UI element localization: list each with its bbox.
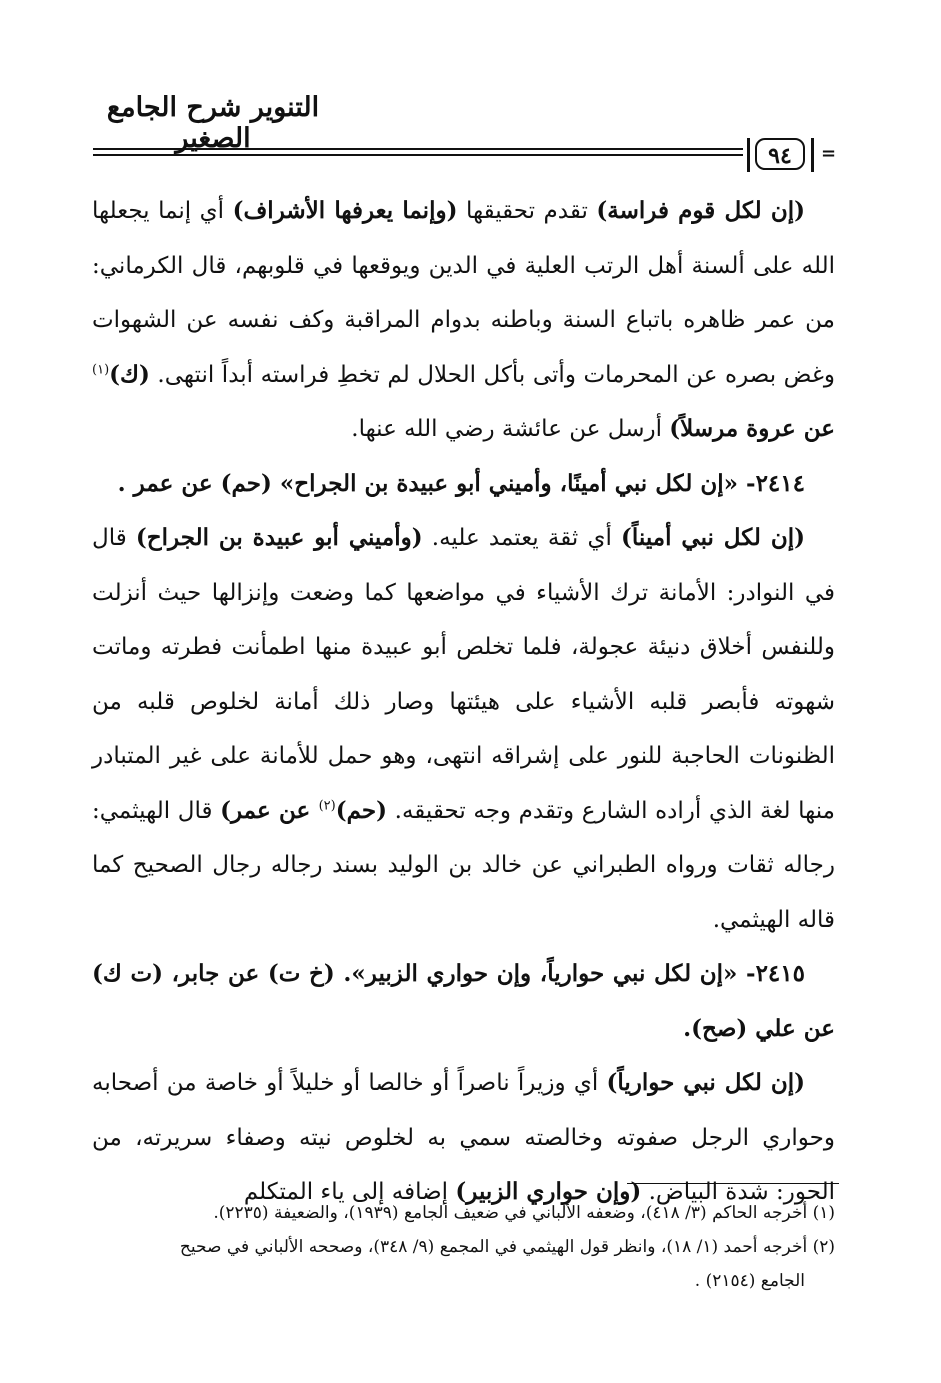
footnote-rule	[627, 1183, 839, 1184]
commentary-text: تقدم تحقيقها	[457, 198, 597, 224]
commentary-text: إضافه إلى ياء المتكلم	[243, 1179, 456, 1205]
commentary-text: أي إنما يجعلها الله على ألسنة أهل الرتب العلية في الدين ويوقعها في قلوبهم، قال الكرماني: من عمر ظاهره باتباع السنة وباطنه بدوام المراقبة وكف نفسه عن الشهوات وغض بصره عن المحرمات وأتى بأكل الحلال لم تخطِ فراسته أبداً انتهى.	[92, 198, 835, 388]
commentary-text: أي ثقة يعتمد عليه.	[422, 525, 622, 551]
quoted-phrase: (إن لكل نبي حوارياً)	[606, 1069, 806, 1096]
commentary-text: أرسل عن عائشة رضي الله عنها.	[351, 416, 670, 442]
quoted-phrase: (وأميني أبو عبيدة بن الجراح)	[135, 524, 423, 551]
commentary-paragraph	[92, 511, 835, 947]
page-number: ٩٤	[755, 138, 805, 170]
header-rule-top	[93, 148, 743, 150]
footnote-marker: (٢)	[318, 797, 336, 813]
header-ornament: =	[821, 143, 837, 164]
page-number-bar	[811, 138, 814, 172]
footnote-2-continuation: الجامع (٢١٥٤) .	[694, 1271, 805, 1291]
source-code: (ك)	[109, 360, 150, 388]
source-citation: عن عمر)	[220, 796, 319, 824]
source-citation: عن عروة مرسلاً)	[669, 415, 835, 442]
quoted-phrase: (إن لكل نبي أميناً)	[621, 524, 805, 551]
hadith-2414: ٢٤١٤- «إن لكل نبي أمينًا، وأميني أبو عبيدة بن الجراح» (حم) عن عمر .	[117, 469, 805, 497]
main-text	[92, 184, 835, 1220]
quoted-phrase: (وإن حواري الزبير)	[455, 1178, 642, 1205]
commentary-text: قال في النوادر: الأمانة ترك الأشياء في مواضعها كما وضعت وإنزالها حيث أنزلت وللنفس أخلاق دنيئة عجولة، فلما تخلص أبو عبيدة منها اطمأنت فطرته وماتت شهوته فأبصر قلبه الأشياء على هيئتها وصار ذلك أمانة لخلوص قلبه من الظنونات الحاجبة للنور على إشراقه انتهى، وهو حمل للأمانة على غير المتبادر منها لغة الذي أراده الشارع وتقدم وجه تحقيقه.	[92, 525, 835, 824]
quoted-phrase: (وإنما يعرفها الأشراف)	[232, 197, 458, 224]
hadith-2415: ٢٤١٥- «إن لكل نبي حوارياً، وإن حواري الزبير». (خ ت) عن جابر، (ت ك) عن علي (صح).	[92, 960, 835, 1042]
source-code: (حم)	[335, 796, 387, 824]
footnotes	[86, 1196, 835, 1298]
footnote-2: (٢) أخرجه أحمد (١/ ١٨)، وانظر قول الهيثمي في المجمع (٩/ ٣٤٨)، وصححه الألباني في صحيح	[179, 1237, 835, 1257]
commentary-paragraph	[92, 184, 835, 457]
header-rule-end	[747, 138, 750, 172]
running-title: التنوير شرح الجامع الصغير	[106, 92, 320, 154]
commentary-paragraph	[92, 1056, 835, 1220]
commentary-text: أي وزيراً ناصراً أو خالصا أو خليلاً أو خاصة من أصحابه وحواري الرجل صفوته وخالصته سمي به لخلوص نيته وصفاء سريرته، من الحور: شدة البياض.	[92, 1070, 835, 1205]
footnote-marker: (١)	[92, 361, 110, 377]
quoted-phrase: (إن لكل قوم فراسة)	[596, 197, 805, 224]
header-rule-bottom	[93, 154, 743, 156]
footnote-1: (١) أخرجه الحاكم (٣/ ٤١٨)، وضعفه الألباني في ضعيف الجامع (١٩٣٩)، والضعيفة (٢٢٣٥).	[213, 1203, 835, 1223]
commentary-text: قال الهيثمي: رجاله ثقات ورواه الطبراني عن خالد بن الوليد بسند رجاله رجال الصحيح كما قاله الهيثمي.	[92, 797, 835, 933]
